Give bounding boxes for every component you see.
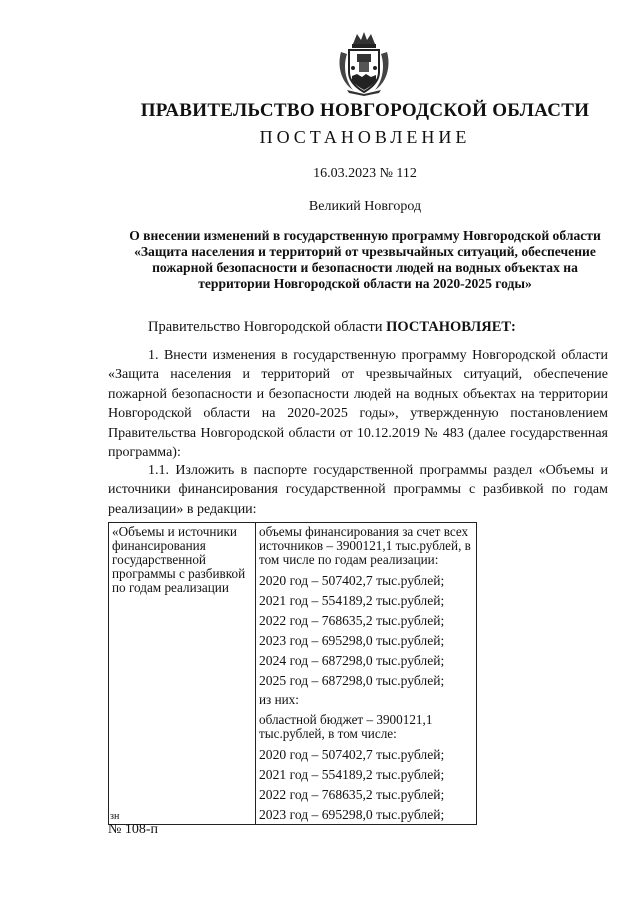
list-item: 2020 год – 507402,7 тыс.рублей; (259, 573, 445, 588)
list-item: 2021 год – 554189,2 тыс.рублей; (259, 767, 445, 782)
novgorod-coat-of-arms-icon (335, 30, 393, 96)
list-item: 2022 год – 768635,2 тыс.рублей; (259, 787, 445, 802)
list-item: 2024 год – 687298,0 тыс.рублей; (259, 653, 445, 668)
government-title: ПРАВИТЕЛЬСТВО НОВГОРОДСКОЙ ОБЛАСТИ (140, 100, 590, 121)
financing-values-cell (256, 523, 477, 825)
intro-resolves: ПОСТАНОВЛЯЕТ: (386, 319, 516, 335)
intro-paragraph (148, 318, 608, 337)
footer-code: зн (110, 811, 120, 822)
list-item: 2023 год – 695298,0 тыс.рублей; (259, 807, 445, 822)
total-by-year-list (259, 573, 473, 688)
intro-text: Правительство Новгородской области (148, 319, 387, 335)
list-item: 2022 год – 768635,2 тыс.рублей; (259, 613, 445, 628)
list-item: 2020 год – 507402,7 тыс.рублей; (259, 747, 445, 762)
table-row (109, 523, 477, 825)
of-which-label: из них: (259, 692, 299, 707)
regional-by-year-list (259, 747, 473, 822)
regional-budget-text: областной бюджет – 3900121,1 тыс.рублей, в том числе: (259, 712, 433, 741)
paragraph-1-1: 1.1. Изложить в паспорте государственной программы раздел «Объемы и источники финансирования государственной программы с разбивкой по годам реализации» в редакции: (108, 463, 608, 517)
financing-table (108, 522, 477, 825)
document-type: ПОСТАНОВЛЕНИЕ (259, 127, 471, 147)
footer-form-number: № 108-п (108, 822, 159, 837)
list-item: 2023 год – 695298,0 тыс.рублей; (259, 633, 445, 648)
paragraph-1: 1. Внести изменения в государственную программу Новгородской области «Защита населения и территорий от чрезвычайных ситуаций, обеспечение пожарной безопасности и безопасности людей на водных объектах на территории Новгородской области на 2020-2025 годы», утвержденную постановлением Правительства Новгородской области от 10.12.2019 № 483 (далее государственная программа): (108, 348, 608, 461)
document-city: Великий Новгород (308, 199, 422, 214)
total-financing-text: объемы финансирования за счет всех источников – 3900121,1 тыс.рублей, в том числе по годам реализации: (259, 524, 471, 567)
list-item: 2025 год – 687298,0 тыс.рублей; (259, 673, 445, 688)
document-subject: О внесении изменений в государственную программу Новгородской области «Защита населения и территорий от чрезвычайных ситуаций, обеспечение пожарной безопасности и безопасности людей на водных объектах на территории Новгородской области на 2020-2025 годы» (129, 228, 601, 291)
list-item: 2021 год – 554189,2 тыс.рублей; (259, 593, 445, 608)
financing-label-cell: «Объемы и источники финансирования государственной программы с разбивкой по годам реализации (109, 523, 256, 825)
document-date-number: 16.03.2023 № 112 (313, 166, 417, 181)
